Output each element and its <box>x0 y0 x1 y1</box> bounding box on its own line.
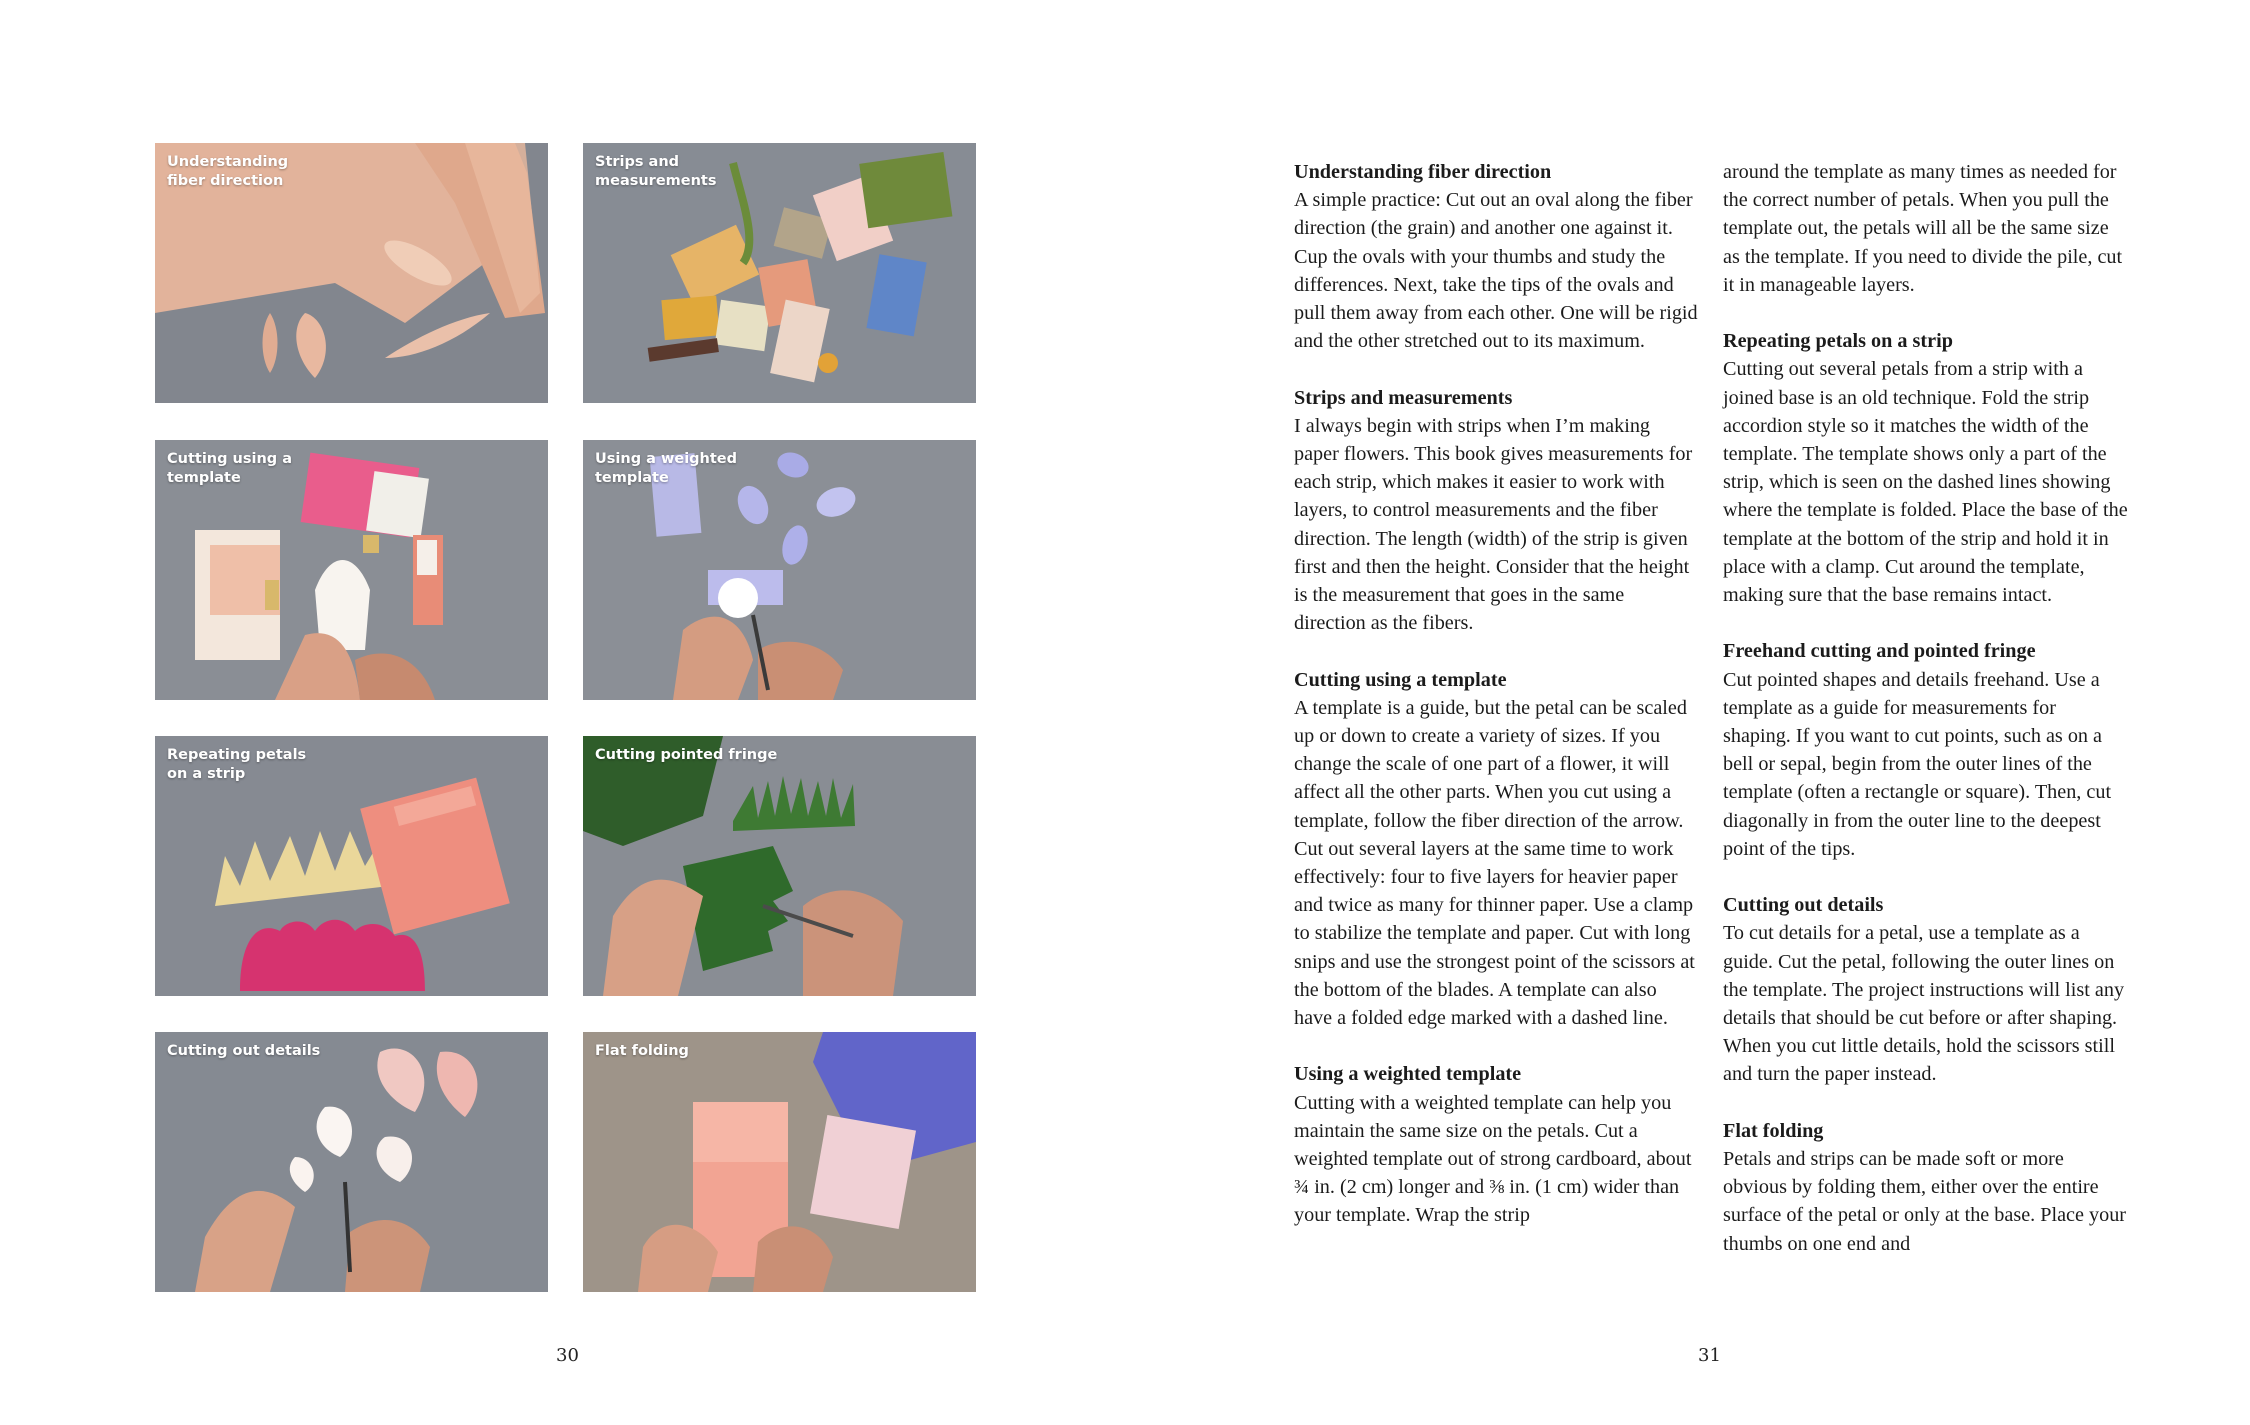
photo-caption: Cutting out details <box>167 1043 321 1059</box>
photo-cutting-using-a-template <box>155 440 548 700</box>
photo-repeating-petals-on-a-strip <box>155 736 548 996</box>
section-body: Cutting out several petals from a strip with a joined base is an old technique. Fold the strip accordion style so it matches the width of the template. The template shows only a part of the strip, which is seen on the dashed lines showing where the template is folded. Place the base of the template at the bottom of the strip and hold it in place with a clamp. Cut around the template, making sure that the base remains intact. <box>1723 358 2128 607</box>
photo-strips-and-measurements <box>583 143 976 403</box>
photo-image <box>583 1032 976 1292</box>
section-heading: Strips and measurements <box>1294 386 1513 409</box>
section-heading: Repeating petals on a strip <box>1723 330 1953 353</box>
photo-caption: Understanding fiber direction <box>167 154 289 189</box>
photo-caption: Cutting using a template <box>167 451 293 486</box>
section-freehand-cutting-and-pointed-fringe <box>1723 637 2128 863</box>
section-heading: Understanding fiber direction <box>1294 161 1552 183</box>
photo-understanding-fiber-direction <box>155 143 548 403</box>
section-flat-folding <box>1723 1117 2128 1258</box>
photo-cutting-out-details <box>155 1032 548 1292</box>
photo-flat-folding <box>583 1032 976 1292</box>
section-body: Cut pointed shapes and details freehand. Use a template as a guide for measurements for shaping. If you want to cut points, such as on a bell or sepal, begin from the outer lines of the template (often a rectangle or square). Then, cut diagonally in from the outer line to the deepest point of the tips. <box>1723 668 2112 860</box>
page-number-left: 30 <box>556 1345 579 1366</box>
photo-cutting-pointed-fringe <box>583 736 976 996</box>
section-heading: Freehand cutting and pointed fringe <box>1723 640 2036 663</box>
section-using-a-weighted-template <box>1294 1060 1699 1229</box>
photo-image <box>155 1032 548 1292</box>
section-understanding-fiber-direction <box>1294 158 1699 355</box>
section-strips-and-measurements <box>1294 384 1699 638</box>
photo-caption: Strips and measurements <box>595 154 717 189</box>
photo-caption: Using a weighted template <box>595 451 738 486</box>
section-body: To cut details for a petal, use a template as a guide. Cut the petal, following the outer lines on the template. The project instructions will list any details that should be cut before or after shaping. When you cut little details, hold the scissors still and turn the paper instead. <box>1723 922 2125 1086</box>
section-heading: Cutting out details <box>1723 894 1884 917</box>
section-body: A template is a guide, but the petal can be scaled up or down to create a variety of sizes. If you change the scale of one part of a flower, it will affect all the other parts. When you cut using a template, follow the fiber direction of the arrow. Cut out several layers at the same time to work effectively: four to five layers for heavier paper and twice as many for thinner paper. Use a clamp to stabilize the template and paper. Cut with long snips and use the strongest point of the scissors at the bottom of the blades. A template can also have a folded edge marked with a dashed line. <box>1294 696 1695 1030</box>
section-body: Petals and strips can be made soft or more obvious by folding them, either over the entire surface of the petal or only at the base. Place your thumbs on one end and <box>1723 1148 2127 1255</box>
section-body: around the template as many times as needed for the correct number of petals. When you pull the template out, the petals will all be the same size as the template. If you need to divide the pile, cut it in manageable layers. <box>1723 161 2123 296</box>
section-repeating-petals-on-a-strip <box>1723 327 2128 609</box>
text-column-left <box>1294 158 1699 1258</box>
section-heading: Flat folding <box>1723 1119 1824 1142</box>
section-cutting-out-details <box>1723 891 2128 1088</box>
section-body: Cutting with a weighted template can help you maintain the same size on the petals. Cut a weighted template out of strong cardboard, about ¾ in. (2 cm) longer and ⅜ in. (1 cm) wider than your template. Wrap the strip <box>1294 1091 1692 1227</box>
section-cutting-using-a-template <box>1294 666 1699 1033</box>
photo-caption: Flat folding <box>595 1043 689 1059</box>
photo-caption: Repeating petals on a strip <box>167 747 307 782</box>
photo-image <box>583 736 976 996</box>
section-weighted-template-continued <box>1723 158 2128 299</box>
section-body: A simple practice: Cut out an oval along the fiber direction (the grain) and another one against it. Cup the ovals with your thumbs and study the differences. Next, take the tips of the ovals and pull them away from each other. One will be rigid and the other stretched out to its maximum. <box>1294 189 1698 353</box>
photo-using-a-weighted-template <box>583 440 976 700</box>
section-heading: Using a weighted template <box>1294 1063 1522 1086</box>
section-heading: Cutting using a template <box>1294 668 1507 691</box>
section-body: I always begin with strips when I’m making paper flowers. This book gives measurements for each strip, which makes it easier to work with layers, to control measurements and the fiber direction. The length (width) of the strip is given first and then the height. Consider that the height is the measurement that goes in the same direction as the fibers. <box>1294 414 1693 635</box>
text-column-right <box>1723 158 2128 1286</box>
page-number-right: 31 <box>1698 1345 1721 1366</box>
photo-caption: Cutting pointed fringe <box>595 747 778 763</box>
